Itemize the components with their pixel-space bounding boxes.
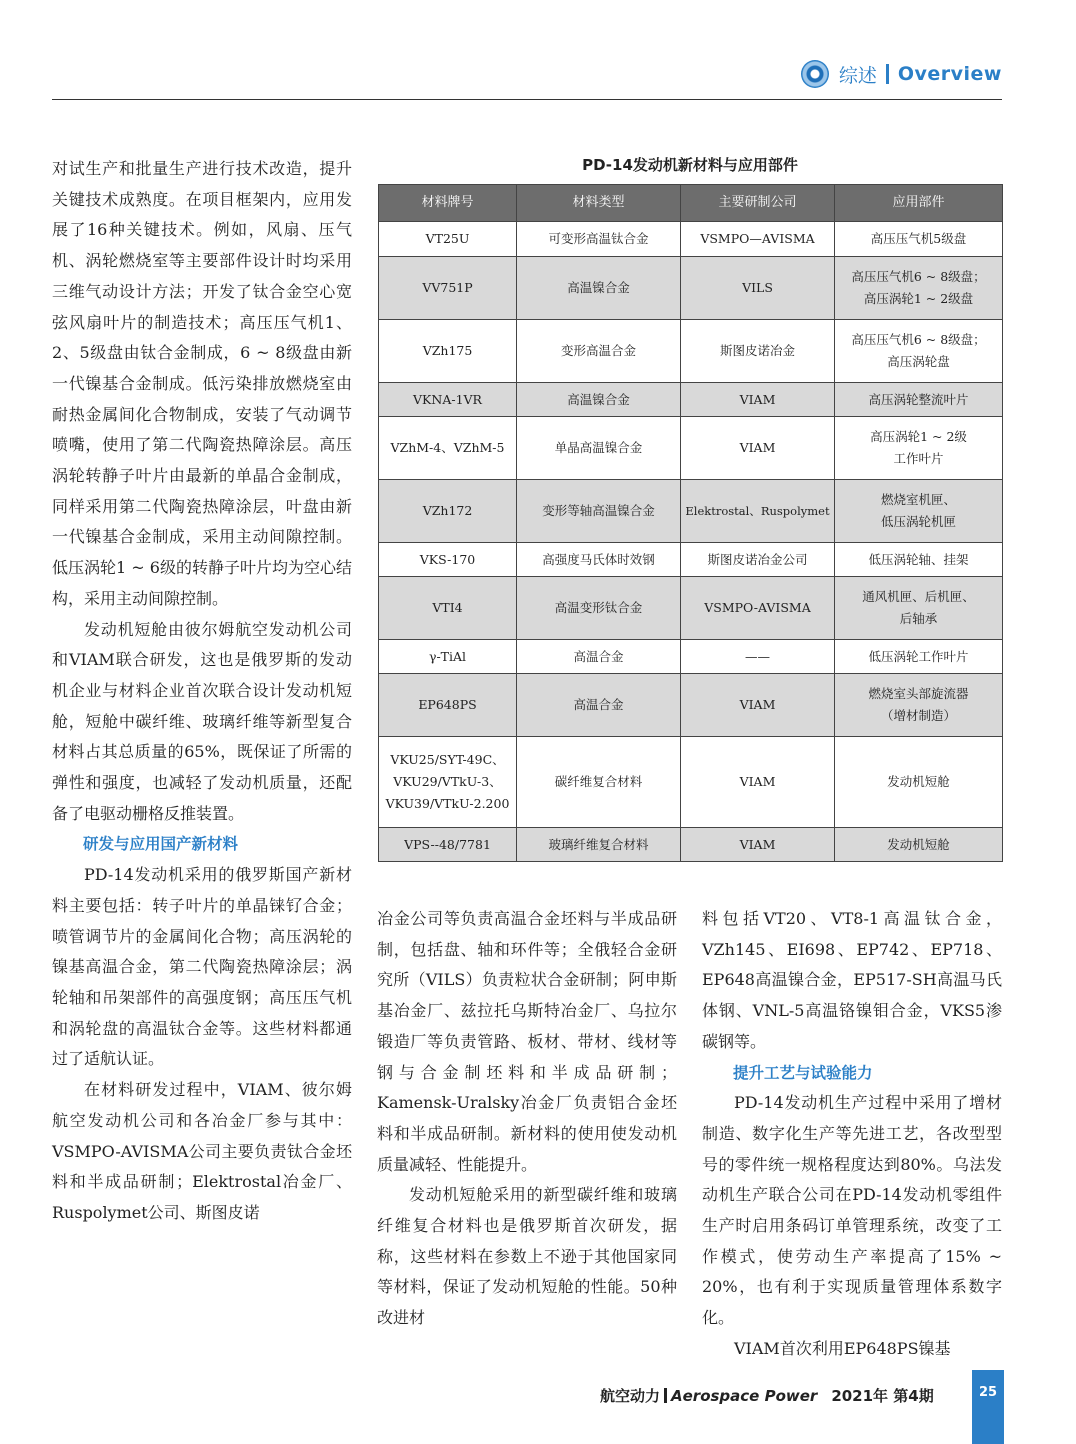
section-title-cn: 综述 [838, 64, 877, 87]
journal-name-en: Aerospace Power [671, 1386, 818, 1405]
table-row [379, 417, 1003, 480]
section-label [801, 60, 1002, 88]
header-parts: 应用部件 [835, 185, 1003, 222]
page-footer [600, 1385, 934, 1406]
paragraph: PD-14发动机采用的俄罗斯国产新材料主要包括：转子叶片的单晶铼钌合金；喷管调节片的金属间化合物；高压涡轮的镍基高温合金，第二代陶瓷热障涂层；涡轮轴和吊架部件的高强度钢；高压压气机和涡轮盘的高温钛合金等。这些材料都通过了适航认证。 [52, 865, 352, 1069]
page-number: 25 [972, 1370, 1004, 1444]
cell-parts: 低压涡轮工作叶片 [835, 640, 1003, 674]
section-title-en: Overview [897, 63, 1002, 85]
cell-type: 变形高温合金 [517, 320, 681, 383]
cell-parts: 燃烧室头部旋流器 （增材制造） [835, 674, 1003, 737]
cell-parts: 高压压气机6 ~ 8级盘； 高压涡轮1 ~ 2级盘 [835, 257, 1003, 320]
cell-parts: 高压压气机6 ~ 8级盘； 高压涡轮盘 [835, 320, 1003, 383]
issue-number: 2021年 第4期 [831, 1387, 934, 1405]
cell-parts: 燃烧室机匣、 低压涡轮机匣 [835, 480, 1003, 543]
section-divider [886, 64, 889, 84]
paragraph: PD-14发动机生产过程中采用了增材制造、数字化生产等先进工艺，各改型型号的零件统一规格程度达到80%。乌法发动机生产联合公司在PD-14发动机零组件生产时启用条码订单管理系统，改变了工作模式，使劳动生产率提高了15% ~ 20%，也有利于实现质量管理体系数字化。 [702, 1093, 1002, 1328]
cell-grade: VKS-170 [379, 543, 517, 577]
cell-type: 单晶高温镍合金 [517, 417, 681, 480]
table-header-row [379, 185, 1003, 222]
cell-parts: 高压涡轮整流叶片 [835, 383, 1003, 417]
cell-company: 斯图皮诺冶金 [681, 320, 835, 383]
cell-type: 高强度马氏体时效钢 [517, 543, 681, 577]
paragraph: 发动机短舱由彼尔姆航空发动机公司和VIAM联合研发，这也是俄罗斯的发动机企业与材料企业首次联合设计发动机短舱，短舱中碳纤维、玻璃纤维等新型复合材料占其总质量的65%，既保证了所需的弹性和强度，也减轻了发动机质量，还配备了电驱动栅格反推装置。 [52, 619, 352, 823]
table-row [379, 383, 1003, 417]
cell-type: 高温合金 [517, 640, 681, 674]
cell-company: VIAM [681, 737, 835, 828]
cell-grade: VV751P [379, 257, 517, 320]
table-row [379, 577, 1003, 640]
table-row [379, 543, 1003, 577]
text-column-1 [52, 154, 352, 1229]
header-company: 主要研制公司 [681, 185, 835, 222]
subheading: 研发与应用国产新材料 [83, 835, 239, 854]
journal-name-cn: 航空动力 [600, 1387, 661, 1405]
cell-company: VIAM [681, 417, 835, 480]
footer-divider [664, 1388, 667, 1403]
table-row [379, 320, 1003, 383]
cell-grade: VPS--48/7781 [379, 828, 517, 862]
header-type: 材料类型 [517, 185, 681, 222]
cell-grade: γ-TiAl [379, 640, 517, 674]
text-column-2 [377, 904, 677, 1334]
cell-company: 斯图皮诺冶金公司 [681, 543, 835, 577]
cell-type: 可变形高温钛合金 [517, 222, 681, 257]
cell-company: VIAM [681, 674, 835, 737]
cell-grade: VZhM-4、VZhM-5 [379, 417, 517, 480]
cell-company: VSMPO-AVISMA [681, 577, 835, 640]
cell-parts: 通风机匣、后机匣、 后轴承 [835, 577, 1003, 640]
subheading: 提升工艺与试验能力 [733, 1063, 873, 1082]
table-row [379, 222, 1003, 257]
table-row [379, 480, 1003, 543]
paragraph: 发动机短舱采用的新型碳纤维和玻璃纤维复合材料也是俄罗斯首次研发，据称，这些材料在参数上不逊于其他国家同等材料，保证了发动机短舱的性能。50种改进材 [377, 1185, 677, 1328]
cell-type: 高温变形钛合金 [517, 577, 681, 640]
cell-parts: 高压涡轮1 ~ 2级 工作叶片 [835, 417, 1003, 480]
cell-grade: VT25U [379, 222, 517, 257]
header-grade: 材料牌号 [379, 185, 517, 222]
cell-parts: 发动机短舱 [835, 737, 1003, 828]
cell-type: 变形等轴高温镍合金 [517, 480, 681, 543]
cell-grade: VKNA-1VR [379, 383, 517, 417]
cell-company: —— [681, 640, 835, 674]
cell-grade: VKU25/SYT-49C、 VKU29/VTkU-3、 VKU39/VTkU-2.200 [379, 737, 517, 828]
text-column-3 [702, 904, 1002, 1365]
cell-parts: 高压压气机5级盘 [835, 222, 1003, 257]
table-title: PD-14发动机新材料与应用部件 [582, 156, 798, 174]
paragraph: 料包括VT20、VT8-1高温钛合金，VZh145、EI698、EP742、EP718、EP648高温镍合金，EP517-SH高温马氏体钢、VNL-5高温铬镍钼合金，VKS5渗碳钢等。 [702, 909, 1002, 1051]
cell-type: 高温镍合金 [517, 257, 681, 320]
cell-type: 高温镍合金 [517, 383, 681, 417]
page-header [52, 54, 1002, 100]
paragraph: VIAM首次利用EP648PS镍基 [734, 1338, 951, 1358]
cell-grade: EP648PS [379, 674, 517, 737]
table-row [379, 737, 1003, 828]
cell-grade: VZh172 [379, 480, 517, 543]
cell-grade: VTI4 [379, 577, 517, 640]
cell-company: VIAM [681, 383, 835, 417]
table-row [379, 257, 1003, 320]
cell-grade: VZh175 [379, 320, 517, 383]
journal-logo-icon [801, 60, 829, 88]
cell-type: 玻璃纤维复合材料 [517, 828, 681, 862]
cell-company: Elektrostal、Ruspolymet [681, 480, 835, 543]
paragraph: 对试生产和批量生产进行技术改造，提升关键技术成熟度。在项目框架内，应用发展了16种关键技术。例如，风扇、压气机、涡轮燃烧室等主要部件设计时均采用三维气动设计方法；开发了钛合金空心宽弦风扇叶片的制造技术；高压压气机1、2、5级盘由钛合金制成，6 ~ 8级盘由新一代镍基合金制成。低污染排放燃烧室由耐热金属间化合物制成，安装了气动调节喷嘴，使用了第二代陶瓷热障涂层。高压涡轮转静子叶片由最新的单晶合金制成，同样采用第二代陶瓷热障涂层，叶盘由新一代镍基合金制成，采用主动间隙控制。低压涡轮1 ~ 6级的转静子叶片均为空心结构，采用主动间隙控制。 [52, 159, 352, 608]
cell-type: 高温合金 [517, 674, 681, 737]
table-row [379, 828, 1003, 862]
table-row [379, 674, 1003, 737]
cell-parts: 发动机短舱 [835, 828, 1003, 862]
paragraph: 冶金公司等负责高温合金坯料与半成品研制，包括盘、轴和环件等；全俄轻合金研究所（VILS）负责粒状合金研制；阿申斯基冶金厂、兹拉托乌斯特冶金厂、乌拉尔锻造厂等负责管路、板材、带材、线材等钢与合金制坯料和半成品研制；Kamensk-Uralsky冶金厂负责铝合金坯料和半成品研制。新材料的使用使发动机质量减轻、性能提升。 [377, 909, 677, 1174]
cell-type: 碳纤维复合材料 [517, 737, 681, 828]
cell-company: VILS [681, 257, 835, 320]
cell-parts: 低压涡轮轴、挂架 [835, 543, 1003, 577]
table-row [379, 640, 1003, 674]
materials-table [378, 184, 1003, 862]
cell-company: VIAM [681, 828, 835, 862]
paragraph: 在材料研发过程中，VIAM、彼尔姆航空发动机公司和各冶金厂参与其中：VSMPO-AVISMA公司主要负责钛合金坯料和半成品研制；Elektrostal冶金厂、Ruspolymet公司、斯图皮诺 [52, 1080, 352, 1222]
cell-company: VSMPO—AVISMA [681, 222, 835, 257]
